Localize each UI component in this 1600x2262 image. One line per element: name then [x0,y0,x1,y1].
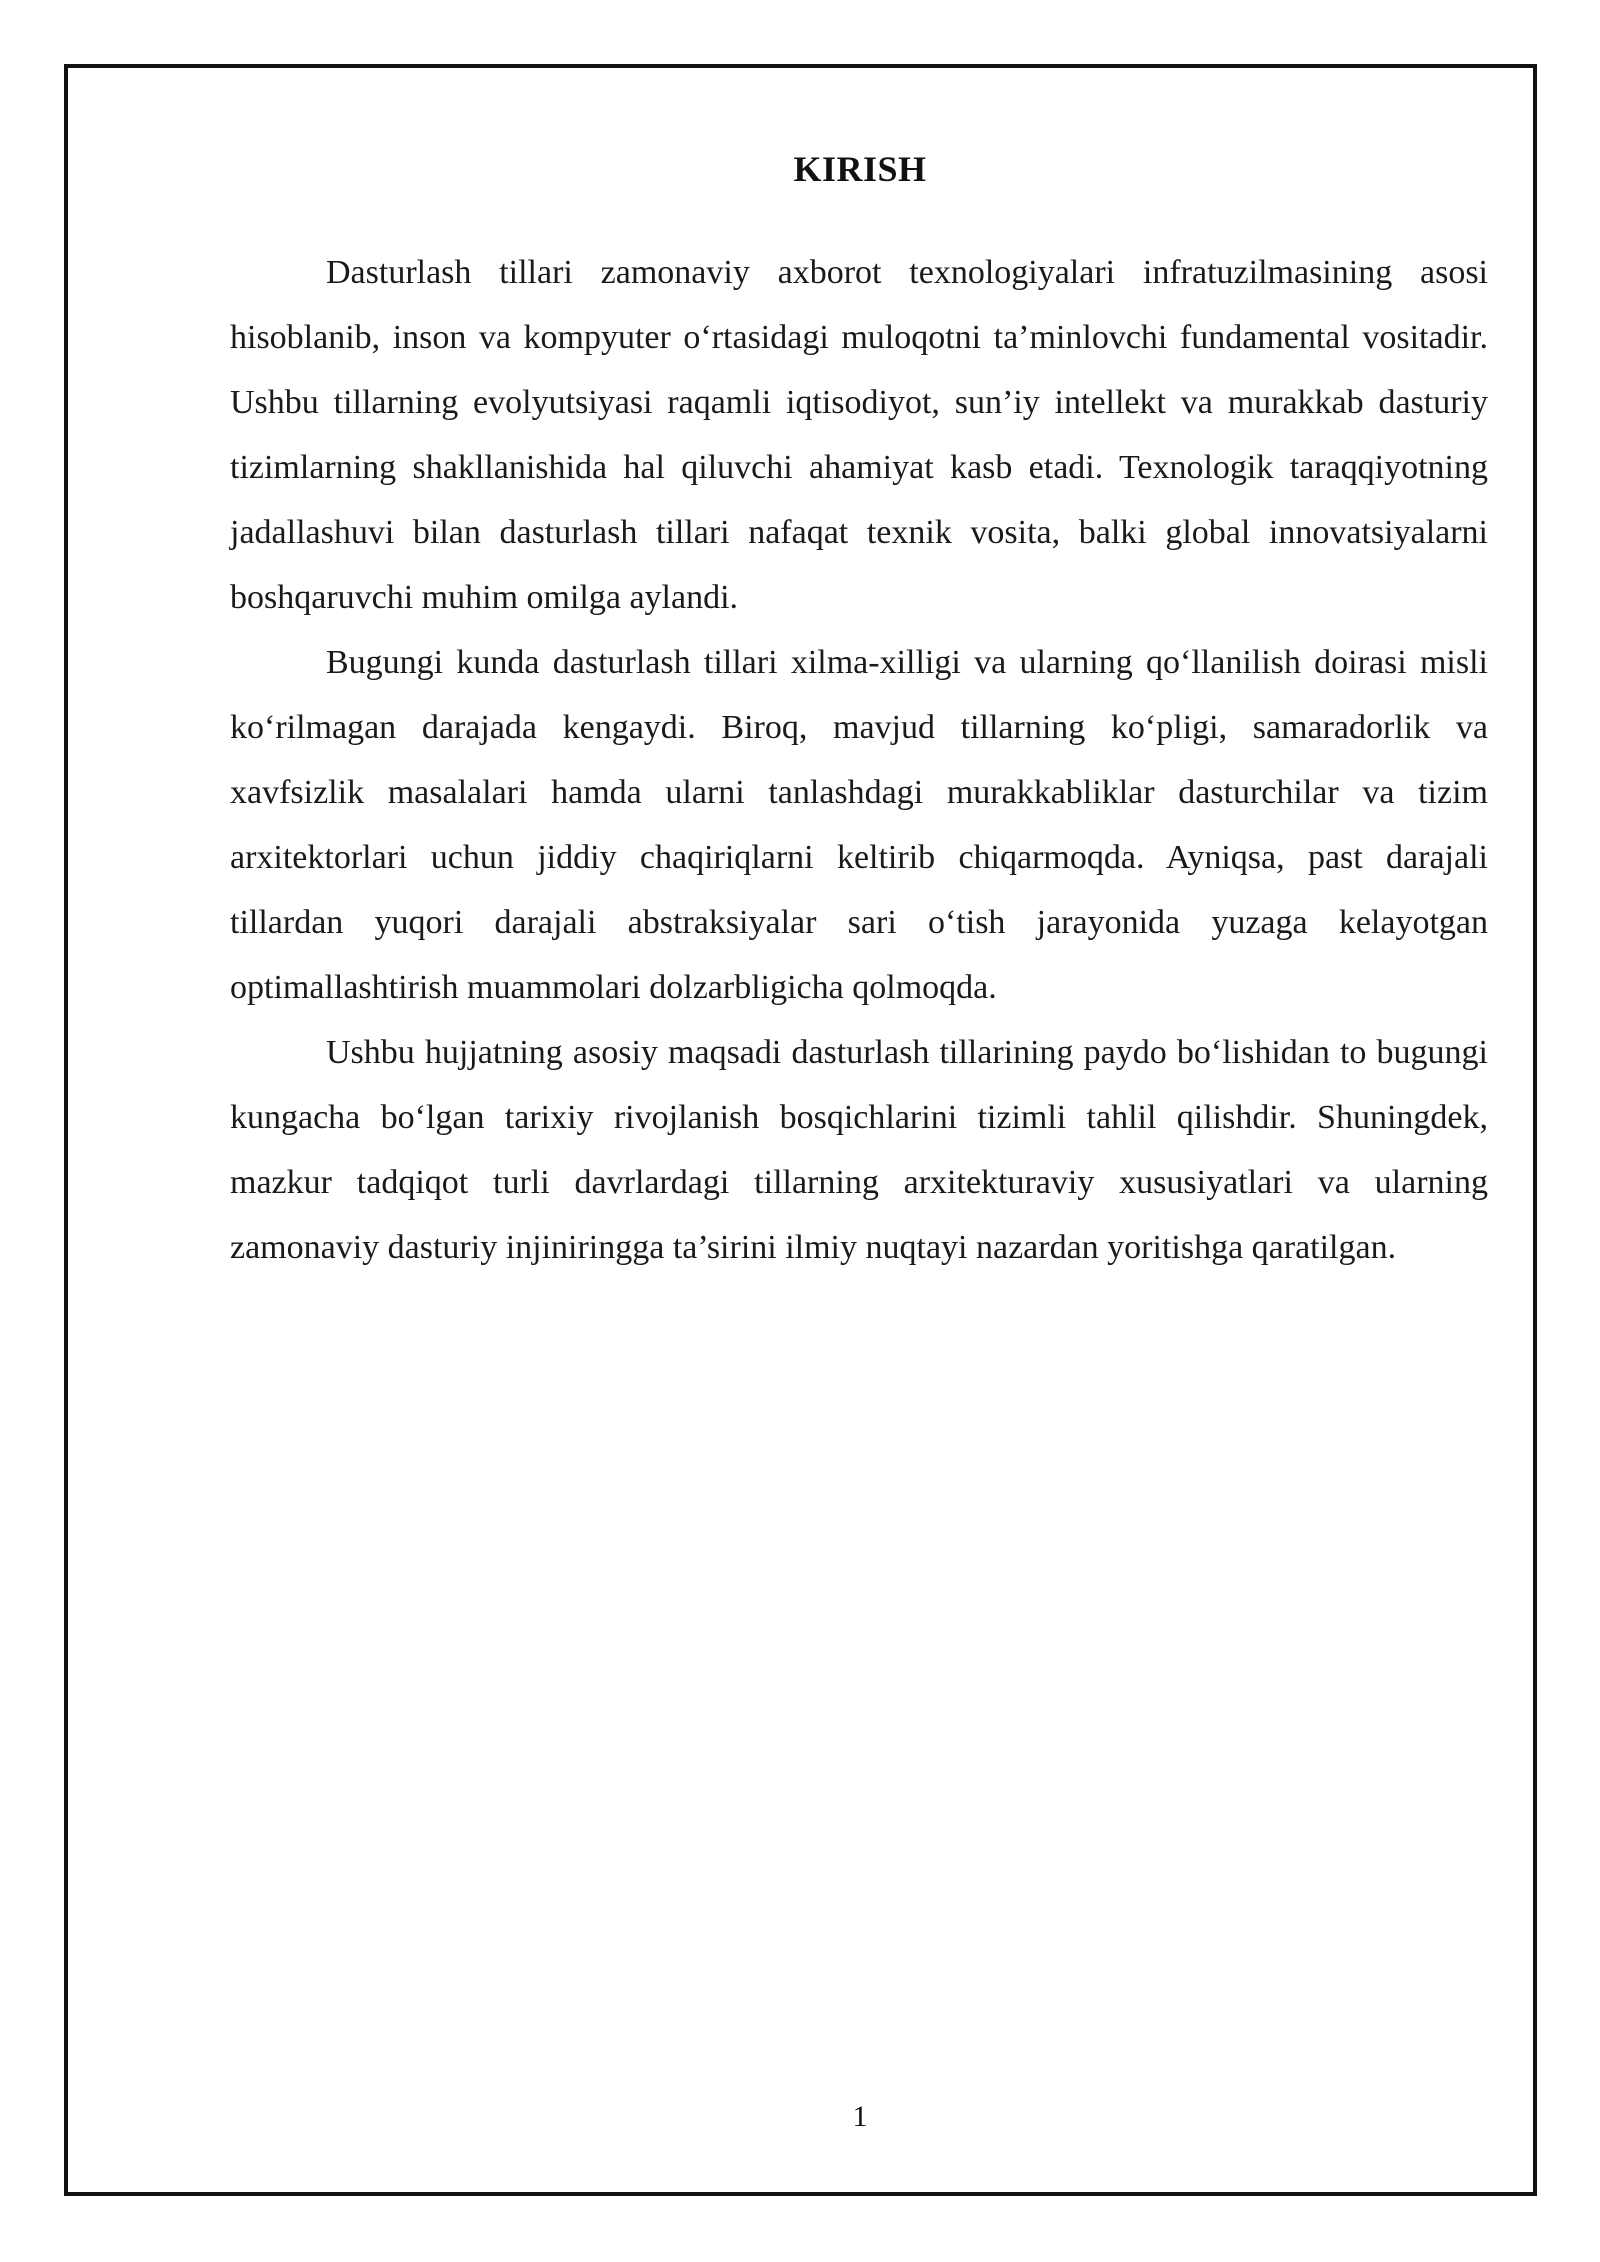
paragraph-2: Bugungi kunda dasturlash tillari xilma-xilligi va ularning qo‘llanilish doirasi misli ko‘rilmagan darajada kengaydi. Biroq, mavjud tillarning ko‘pligi, samaradorlik va xavfsizlik masalalari hamda ularni tanlashdagi murakkabliklar dasturchilar va tizim arxitektorlari uchun jiddiy chaqiriqlarni keltirib chiqarmoqda. Ayniqsa, past darajali tillardan yuqori darajali abstraksiyalar sari o‘tish jarayonida yuzaga kelayotgan optimallashtirish muammolari dolzarbligicha qolmoqda. [230,644,1488,1006]
paragraph-3: Ushbu hujjatning asosiy maqsadi dasturlash tillarining paydo bo‘lishidan to bugungi kungacha bo‘lgan tarixiy rivojlanish bosqichlarini tizimli tahlil qilishdir. Shuningdek, mazkur tadqiqot turli davrlardagi tillarning arxitekturaviy xususiyatlari va ularning zamonaviy dasturiy injiniringga ta’sirini ilmiy nuqtayi nazardan yoritishga qaratilgan. [230,1034,1488,1266]
page-number: 1 [852,2100,868,2133]
page-title: KIRISH [793,149,927,189]
paragraph-1: Dasturlash tillari zamonaviy axborot texnologiyalari infratuzilmasining asosi hisoblanib, inson va kompyuter o‘rtasidagi muloqotni ta’minlovchi fundamental vositadir. Ushbu tillarning evolyutsiyasi raqamli iqtisodiyot, sun’iy intellekt va murakkab dasturiy tizimlarning shakllanishida hal qiluvchi ahamiyat kasb etadi. Texnologik taraqqiyotning jadallashuvi bilan dasturlash tillari nafaqat texnik vosita, balki global innovatsiyalarni boshqaruvchi muhim omilga aylandi. [230,254,1488,616]
body-text [230,240,1488,1280]
